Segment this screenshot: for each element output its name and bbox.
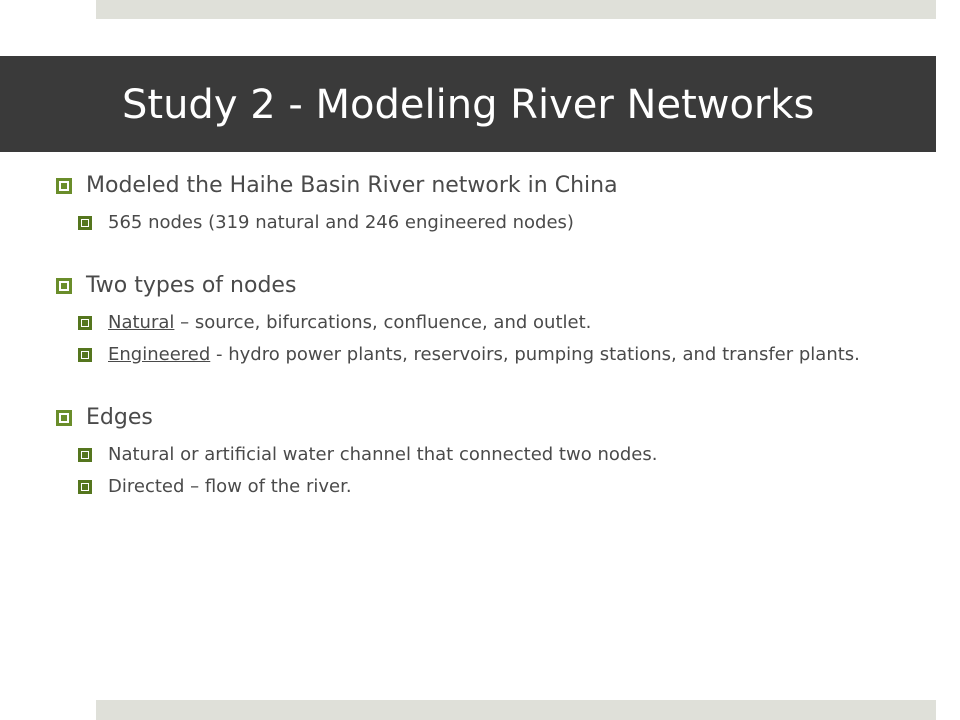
sub-bullet-item [56, 340, 916, 370]
sub-bullet-item [56, 208, 916, 238]
sub-bullet-text [108, 308, 916, 338]
sub-bullet-list [56, 208, 916, 238]
bottom-decor-strip [96, 700, 936, 720]
bullet-list [56, 166, 916, 530]
square-bullet-icon [78, 448, 92, 462]
bullet-item [56, 398, 916, 438]
bullet-group-edges [56, 398, 916, 502]
sub-bullet-item [56, 472, 916, 502]
square-bullet-icon [78, 216, 92, 230]
square-bullet-icon [56, 410, 72, 426]
bullet-text: Edges [86, 405, 153, 430]
bullet-text: Two types of nodes [86, 273, 297, 298]
term-engineered: Engineered [108, 344, 211, 365]
sub-bullet-text: Directed – flow of the river. [108, 476, 352, 497]
bullet-item [56, 266, 916, 306]
term-natural: Natural [108, 312, 175, 333]
sub-bullet-item [56, 308, 916, 338]
sub-bullet-text [108, 340, 916, 370]
term-natural-description: – source, bifurcations, confluence, and outlet. [174, 312, 592, 333]
square-bullet-icon [78, 348, 92, 362]
square-bullet-icon [56, 178, 72, 194]
square-bullet-icon [78, 316, 92, 330]
sub-bullet-text: Natural or artificial water channel that connected two nodes. [108, 444, 658, 465]
slide-title: Study 2 - Modeling River Networks [122, 82, 815, 128]
term-engineered-description: - hydro power plants, reservoirs, pumping stations, and transfer plants. [210, 344, 860, 365]
bullet-text: Modeled the Haihe Basin River network in China [86, 173, 618, 198]
sub-bullet-list [56, 308, 916, 370]
bullet-item [56, 166, 916, 206]
bullet-group-haihe [56, 166, 916, 238]
sub-bullet-item [56, 440, 916, 470]
top-decor-strip [96, 0, 936, 19]
sub-bullet-list [56, 440, 916, 502]
bullet-group-node-types [56, 266, 916, 370]
sub-bullet-text: 565 nodes (319 natural and 246 engineered nodes) [108, 212, 574, 233]
square-bullet-icon [78, 480, 92, 494]
square-bullet-icon [56, 278, 72, 294]
